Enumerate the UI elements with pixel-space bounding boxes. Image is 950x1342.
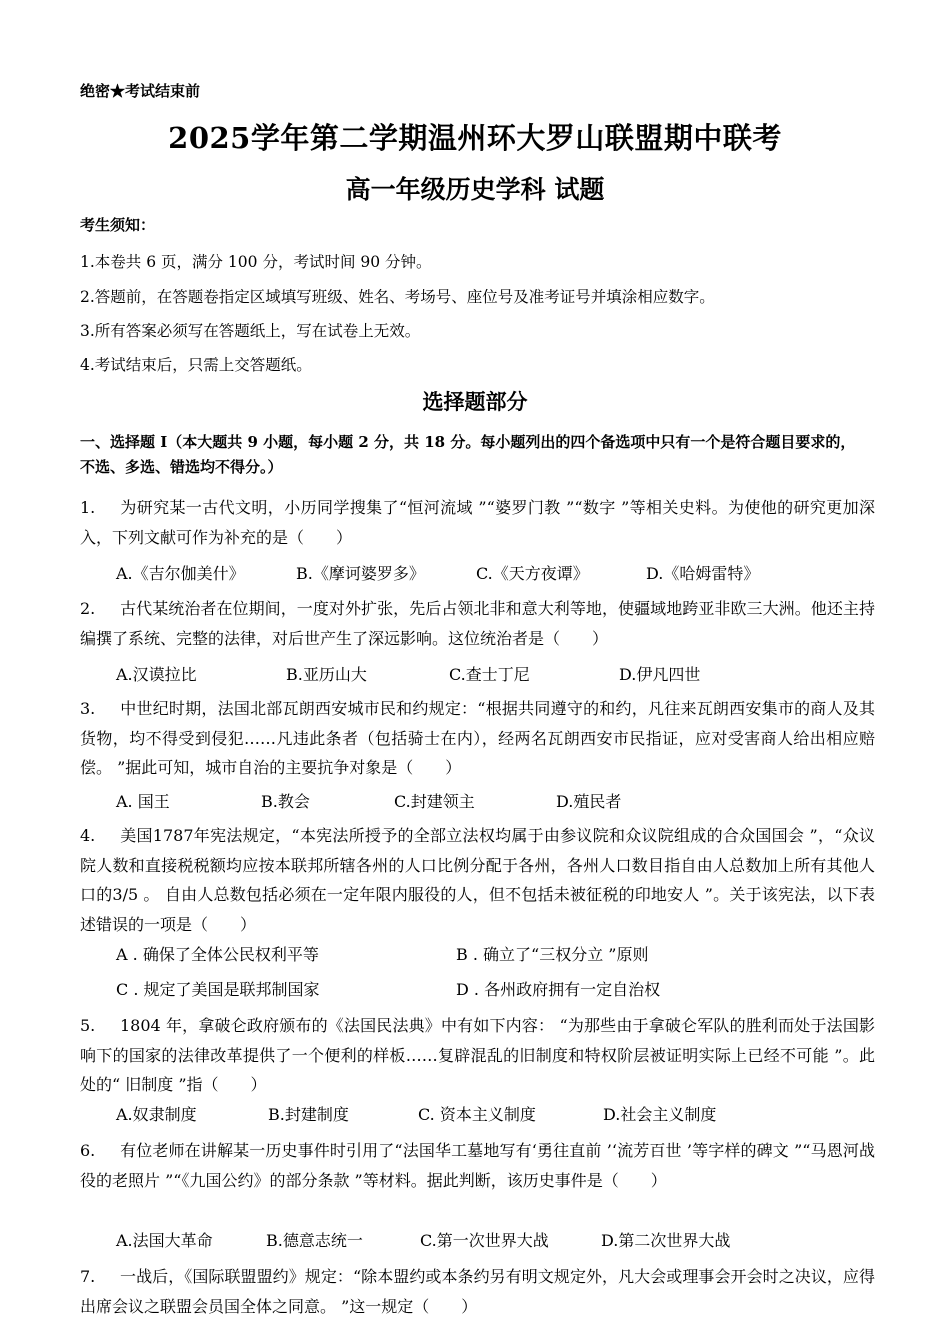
section-instruction: 一、选择题 Ⅰ（本大题共 9 小题，每小题 2 分，共 18 分。每小题列出的四个备选项中只有一个是符合题目要求的，不选、多选、错选均不得分。） (80, 433, 856, 476)
question-number: 6. (80, 1141, 96, 1160)
option-b: B.德意志统一 (266, 1231, 363, 1250)
option-d: D.伊凡四世 (619, 665, 701, 684)
question-3 (80, 694, 875, 783)
question-text: 美国1787年宪法规定，“本宪法所授予的全部立法权均属于由参议院和众议院组成的合众国国会 ”，“众议院人数和直接税税额均应按本联邦所辖各州的人口比例分配于各州，各州人口数目指自由人总数加上所有其他人口的3/5 。 自由人总数包括必须在一定年限内服役的人，但不包括未被征税的印地安人 ”。关于该宪法，以下表述错误的一项是（ ） (80, 826, 875, 934)
question-number: 4. (80, 826, 96, 845)
option-b: B.教会 (261, 792, 310, 811)
question-text: 中世纪时期，法国北部瓦朗西安城市民和约规定：“根据共同遵守的和约，凡往来瓦朗西安集市的商人及其货物，均不得受到侵犯……凡违此条者（包括骑士在内），经两名瓦朗西安市民指证，应对受害商人给出相应赔偿。 ”据此可知，城市自治的主要抗争对象是（ ） (80, 699, 875, 777)
question-text: 有位老师在讲解某一历史事件时引用了“法国华工墓地写有‘勇往直前 ’‘流芳百世 ’等字样的碑文 ”“马恩河战役的老照片 ”“《九国公约》的部分条款 ”等材料。据此判断，该历史事件是（ ） (80, 1141, 875, 1190)
option-a: A. 国王 (116, 792, 170, 811)
question-text: 为研究某一古代文明，小历同学搜集了“恒河流域 ”“婆罗门教 ”“数字 ”等相关史料。为使他的研究更加深入，下列文献可作为补充的是（ ） (80, 498, 875, 547)
question-7 (80, 1262, 875, 1321)
option-b: B.封建制度 (268, 1105, 349, 1124)
question-number: 7. (80, 1267, 96, 1286)
option-c: C.查士丁尼 (449, 665, 530, 684)
option-d: D.《哈姆雷特》 (646, 564, 760, 583)
option-a: A . 确保了全体公民权利平等 (116, 945, 319, 964)
notice-item: 4.考试结束后，只需上交答题纸。 (80, 356, 312, 374)
question-2 (80, 594, 875, 653)
question-6 (80, 1136, 875, 1195)
section-title: 选择题部分 (422, 389, 528, 414)
option-c: C . 规定了美国是联邦制国家 (116, 980, 320, 999)
question-number: 3. (80, 699, 96, 718)
notice-item: 2.答题前，在答题卷指定区域填写班级、姓名、考场号、座位号及准考证号并填涂相应数字。 (80, 288, 715, 306)
notice-heading: 考生须知： (80, 216, 156, 234)
notice-item: 3.所有答案必须写在答题纸上，写在试卷上无效。 (80, 322, 421, 340)
question-number: 5. (80, 1016, 96, 1035)
question-number: 2. (80, 599, 96, 618)
notice-item: 1.本卷共 6 页，满分 100 分，考试时间 90 分钟。 (80, 253, 432, 271)
option-c: C.封建领主 (394, 792, 475, 811)
question-4 (80, 821, 875, 939)
question-text: 1804 年，拿破仑政府颁布的《法国民法典》中有如下内容： “为那些由于拿破仑军队的胜利而处于法国影响下的国家的法律改革提供了一个便利的样板……复辟混乱的旧制度和特权阶层被证明实际上已经不可能 ”。此处的“ 旧制度 ”指（ ） (80, 1016, 875, 1094)
option-a: A.奴隶制度 (116, 1105, 197, 1124)
option-b: B.亚历山大 (286, 665, 367, 684)
option-b: B . 确立了“三权分立 ”原则 (456, 945, 649, 964)
option-d: D.社会主义制度 (603, 1105, 717, 1124)
option-b: B.《摩诃婆罗多》 (296, 564, 425, 583)
option-c: C.第一次世界大战 (420, 1231, 549, 1250)
option-d: D.殖民者 (556, 792, 622, 811)
question-1 (80, 493, 875, 552)
question-5 (80, 1011, 875, 1100)
option-d: D.第二次世界大战 (601, 1231, 731, 1250)
question-number: 1. (80, 498, 96, 517)
option-c: C. 资本主义制度 (418, 1105, 536, 1124)
option-a: A.法国大革命 (116, 1231, 213, 1250)
option-c: C.《天方夜谭》 (476, 564, 589, 583)
question-text: 古代某统治者在位期间，一度对外扩张，先后占领北非和意大利等地，使疆域地跨亚非欧三大洲。他还主持编撰了系统、完整的法律，对后世产生了深远影响。这位统治者是（ ） (80, 599, 875, 648)
option-a: A.汉谟拉比 (116, 665, 197, 684)
option-d: D . 各州政府拥有一定自治权 (456, 980, 661, 999)
exam-title: 2025学年第二学期温州环大罗山联盟期中联考 (168, 121, 782, 155)
question-text: 一战后，《国际联盟盟约》规定：“除本盟约或本条约另有明文规定外，凡大会或理事会开会时之决议，应得出席会议之联盟会员国全体之同意。 ”这一规定（ ） (80, 1267, 875, 1316)
confidential-label: 绝密★考试结束前 (80, 82, 201, 100)
exam-subtitle: 高一年级历史学科 试题 (345, 175, 605, 204)
option-a: A.《吉尔伽美什》 (116, 564, 245, 583)
